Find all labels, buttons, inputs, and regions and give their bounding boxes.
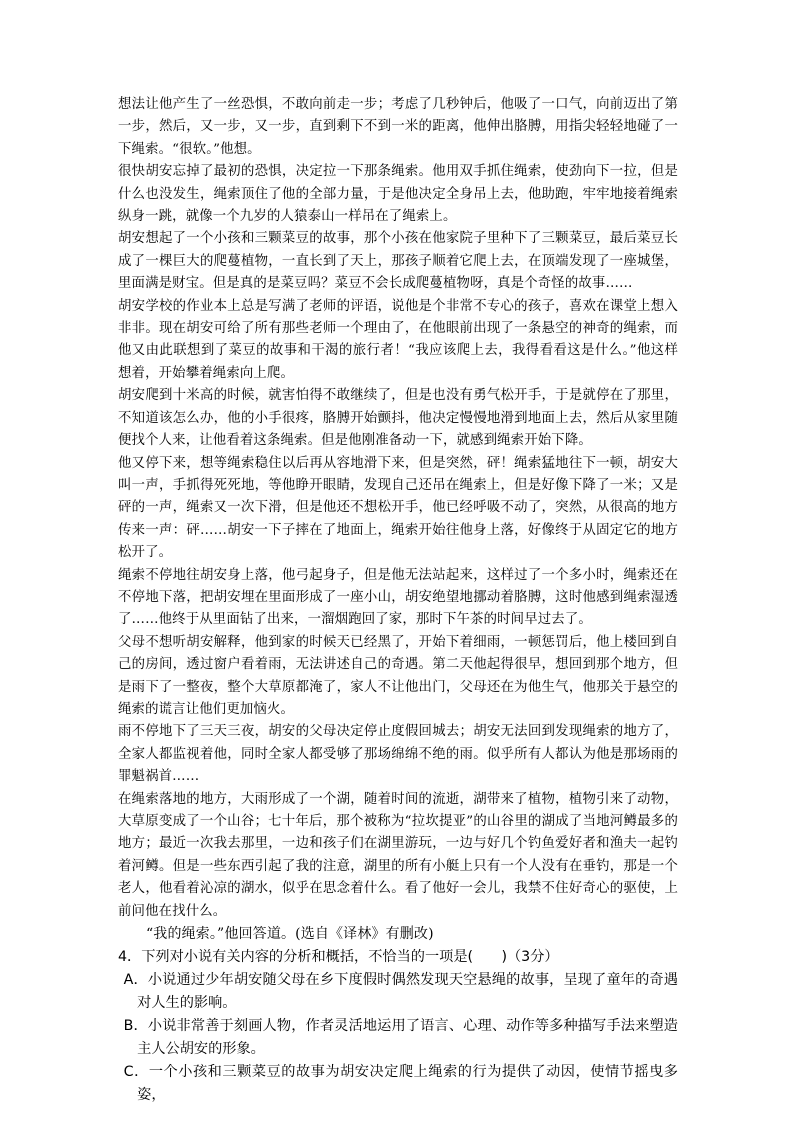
story-paragraph-1: 想法让他产生了一丝恐惧，不敢向前走一步；考虑了几秒钟后，他吸了一口气，向前迈出了第一步，然后，又一步，又一步，直到剩下不到一米的距离，他伸出胳膊，用指尖轻轻地碰了一下绳索。“很软。”他想。 bbox=[118, 97, 678, 157]
question-block bbox=[118, 946, 678, 1107]
story-closing-line: “我的绳索。”他回答道。(选自《译林》有删改) bbox=[146, 926, 434, 943]
story-paragraph-8: 父母不想听胡安解释，他到家的时候天已经黑了，开始下着细雨，一顿惩罚后，他上楼回到自己的房间，透过窗户看着雨，无法讲述自己的奇遇。第二天他起得很早，想回到那个地方，但是雨下了一整夜，整个大草原都淹了，家人不让他出门，父母还在为他生气，他那关于悬空的绳索的谎言让他们更加恼火。 bbox=[118, 634, 678, 717]
story-body bbox=[118, 94, 678, 945]
document-page bbox=[118, 94, 678, 1107]
option-a: A．小说通过少年胡安随父母在乡下度假时偶然发现天空悬绳的故事，呈现了童年的奇遇对人生的影响。 bbox=[123, 972, 678, 1012]
story-paragraph-4: 胡安学校的作业本上总是写满了老师的评语，说他是个非常不专心的孩子，喜欢在课堂上想入非非。现在胡安可给了所有那些老师一个理由了，在他眼前出现了一条悬空的神奇的绳索，而他又由此联想到了菜豆的故事和干渴的旅行者！“我应该爬上去，我得看看这是什么。”他这样想着，开始攀着绳索向上爬。 bbox=[118, 298, 678, 381]
story-paragraph-2: 很快胡安忘掉了最初的恐惧，决定拉一下那条绳索。他用双手抓住绳索，使劲向下一拉，但是什么也没发生，绳索顶住了他的全部力量，于是他决定全身吊上去，他助跑，牢牢地接着绳索纵身一跳，就像一个九岁的人猿泰山一样吊在了绳索上。 bbox=[118, 164, 678, 225]
question-stem: 4．下列对小说有关内容的分析和概括，不恰当的一项是( )（3分） bbox=[118, 949, 559, 966]
story-paragraph-6: 他又停下来，想等绳索稳住以后再从容地滑下来，但是突然，砰！绳索猛地往下一顿，胡安大叫一声，手抓得死死地，等他睁开眼睛，发现自己还吊在绳索上，但是好像下降了一米；又是砰的一声，绳索又一次下滑，但是他还不想松开手，他已经呼吸不动了，突然，从很高的地方传来一声：砰……胡安一下子摔在了地面上，绳索开始往他身上落，好像终于从固定它的地方松开了。 bbox=[118, 455, 678, 561]
story-paragraph-5: 胡安爬到十米高的时候，就害怕得不敢继续了，但是也没有勇气松开手，于是就停在了那里，不知道该怎么办，他的小手很疼，胳膊开始颤抖，他决定慢慢地滑到地面上去，然后从家里随便找个人来，让他看着这条绳索。但是他刚准备动一下，就感到绳索开始下降。 bbox=[118, 388, 678, 449]
option-c: C．一个小孩和三颗菜豆的故事为胡安决定爬上绳索的行为提供了动因，使情节摇曳多姿， bbox=[123, 1064, 678, 1104]
option-b: B．小说非常善于刻画人物，作者灵活地运用了语言、心理、动作等多种描写手法来塑造主人公胡安的形象。 bbox=[123, 1018, 678, 1058]
story-paragraph-9: 雨不停地下了三天三夜，胡安的父母决定停止度假回城去；胡安无法回到发现绳索的地方了，全家人都监视着他，同时全家人都受够了那场绵绵不绝的雨。似乎所有人都认为他是那场雨的罪魁祸首…… bbox=[118, 724, 678, 785]
story-paragraph-3: 胡安想起了一个小孩和三颗菜豆的故事，那个小孩在他家院子里种下了三颗菜豆，最后菜豆长成了一棵巨大的爬蔓植物，一直长到了天上，那孩子顺着它爬上去，在顶端发现了一座城堡，里面满是财宝。但是真的是菜豆吗？菜豆不会长成爬蔓植物呀，真是个奇怪的故事…… bbox=[118, 231, 678, 292]
story-paragraph-7: 绳索不停地往胡安身上落，他弓起身子，但是他无法站起来，这样过了一个多小时，绳索还在不停地下落，把胡安埋在里面形成了一座小山，胡安绝望地挪动着胳膊，这时他感到绳索湿透了……他终于从里面钻了出来，一溜烟跑回了家，那时下午茶的时间早过去了。 bbox=[118, 567, 678, 628]
story-paragraph-10: 在绳索落地的地方，大雨形成了一个湖，随着时间的流逝，湖带来了植物，植物引来了动物，大草原变成了一个山谷；七十年后，那个被称为“拉坎提亚”的山谷里的湖成了当地河鳟最多的地方；最近一次我去那里，一边和孩子们在湖里游玩，一边与好几个钓鱼爱好者和渔夫一起钓着河鳟。但是一些东西引起了我的注意，湖里的所有小艇上只有一个人没有在垂钓，那是一个老人，他看着沁凉的湖水，似乎在思念着什么。看了他好一会儿，我禁不住好奇心的驱使，上前问他在找什么。 bbox=[118, 791, 678, 919]
